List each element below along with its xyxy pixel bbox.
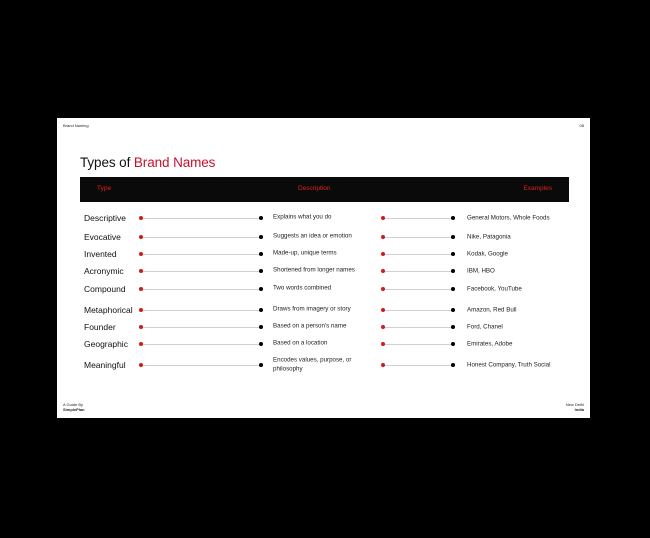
black-dot (451, 287, 455, 291)
connector-line (141, 344, 261, 345)
black-dot (451, 235, 455, 239)
page-number: 08 (579, 123, 584, 128)
row-type: Meaningful (84, 360, 126, 370)
black-dot (451, 269, 455, 273)
red-dot (139, 363, 143, 367)
table-row (57, 262, 590, 280)
black-dot (259, 308, 263, 312)
row-examples: Ford, Chanel (467, 323, 503, 331)
table-row (57, 335, 590, 353)
row-examples: General Motors, Whole Foods (467, 214, 550, 222)
table-row (57, 356, 590, 374)
row-examples: Emirates, Adobe (467, 340, 513, 348)
table-row (57, 209, 590, 227)
row-examples: IBM, HBO (467, 267, 495, 275)
red-dot (381, 269, 385, 273)
column-header-examples: Examples (523, 185, 552, 192)
table-row (57, 318, 590, 336)
black-dot (259, 342, 263, 346)
connector-line (383, 310, 453, 311)
row-examples: Kodak, Google (467, 250, 508, 258)
connector-line (141, 365, 261, 366)
red-dot (139, 269, 143, 273)
connector-line (141, 289, 261, 290)
red-dot (139, 216, 143, 220)
black-dot (451, 363, 455, 367)
black-dot (259, 216, 263, 220)
connector-line (383, 254, 453, 255)
row-type: Compound (84, 284, 126, 294)
black-dot (451, 325, 455, 329)
footer-guide-label: A Guide By (63, 401, 84, 407)
connector-line (141, 310, 261, 311)
table-row (57, 280, 590, 298)
black-dot (451, 216, 455, 220)
row-description: Based on a location (273, 339, 328, 347)
red-dot (381, 252, 385, 256)
red-dot (381, 308, 385, 312)
black-dot (259, 252, 263, 256)
row-description: Suggests an idea or emotion (273, 232, 352, 240)
slide (57, 118, 590, 418)
connector-line (141, 327, 261, 328)
connector-line (383, 327, 453, 328)
row-description: Two words combined (273, 284, 332, 292)
red-dot (139, 235, 143, 239)
row-type: Descriptive (84, 213, 127, 223)
connector-line (383, 289, 453, 290)
row-type: Evocative (84, 232, 121, 242)
row-type: Acronymic (84, 266, 124, 276)
table-row (57, 228, 590, 246)
row-examples: Amazon, Red Bull (467, 306, 517, 314)
red-dot (381, 363, 385, 367)
red-dot (139, 342, 143, 346)
table-row (57, 245, 590, 263)
connector-line (383, 218, 453, 219)
black-dot (259, 269, 263, 273)
footer-brand: SimplePlan (63, 406, 85, 412)
red-dot (139, 252, 143, 256)
footer-location (566, 402, 584, 412)
black-dot (259, 235, 263, 239)
row-examples: Facebook, YouTube (467, 285, 522, 293)
row-type: Invented (84, 249, 117, 259)
row-description: Shortened from longer names (273, 266, 355, 274)
row-type: Metaphorical (84, 305, 133, 315)
red-dot (381, 325, 385, 329)
row-examples: Honest Company, Truth Social (467, 361, 551, 369)
connector-line (383, 237, 453, 238)
black-dot (259, 325, 263, 329)
red-dot (381, 235, 385, 239)
black-dot (259, 363, 263, 367)
connector-line (141, 271, 261, 272)
connector-line (383, 344, 453, 345)
row-description: Explains what you do (273, 213, 332, 221)
connector-line (141, 254, 261, 255)
title-prefix: Types of (80, 155, 131, 170)
row-examples: Nike, Patagonia (467, 233, 511, 241)
connector-line (141, 218, 261, 219)
row-description: Based on a person's name (273, 322, 347, 330)
row-type: Founder (84, 322, 116, 332)
row-description: Encodes values, purpose, or philosophy (273, 356, 352, 372)
title-accent: Brand Names (133, 155, 216, 170)
black-dot (451, 308, 455, 312)
red-dot (139, 287, 143, 291)
connector-line (141, 237, 261, 238)
black-dot (451, 342, 455, 346)
connector-line (383, 365, 453, 366)
red-dot (139, 325, 143, 329)
page-title (80, 155, 215, 170)
row-type: Geographic (84, 339, 128, 349)
footer-city: New Delhi (565, 401, 584, 407)
table-row (57, 301, 590, 319)
section-label: Brand Naming (63, 123, 89, 128)
connector-line (383, 271, 453, 272)
black-dot (259, 287, 263, 291)
table-header (80, 177, 569, 202)
footer-country: India (574, 406, 584, 412)
column-header-description: Description (298, 185, 331, 192)
column-header-type: Type (97, 185, 112, 192)
red-dot (139, 308, 143, 312)
red-dot (381, 287, 385, 291)
red-dot (381, 342, 385, 346)
row-description: Made-up, unique terms (273, 249, 337, 257)
footer-credit (63, 402, 85, 412)
red-dot (381, 216, 385, 220)
row-description: Draws from imagery or story (273, 305, 351, 313)
black-dot (451, 252, 455, 256)
